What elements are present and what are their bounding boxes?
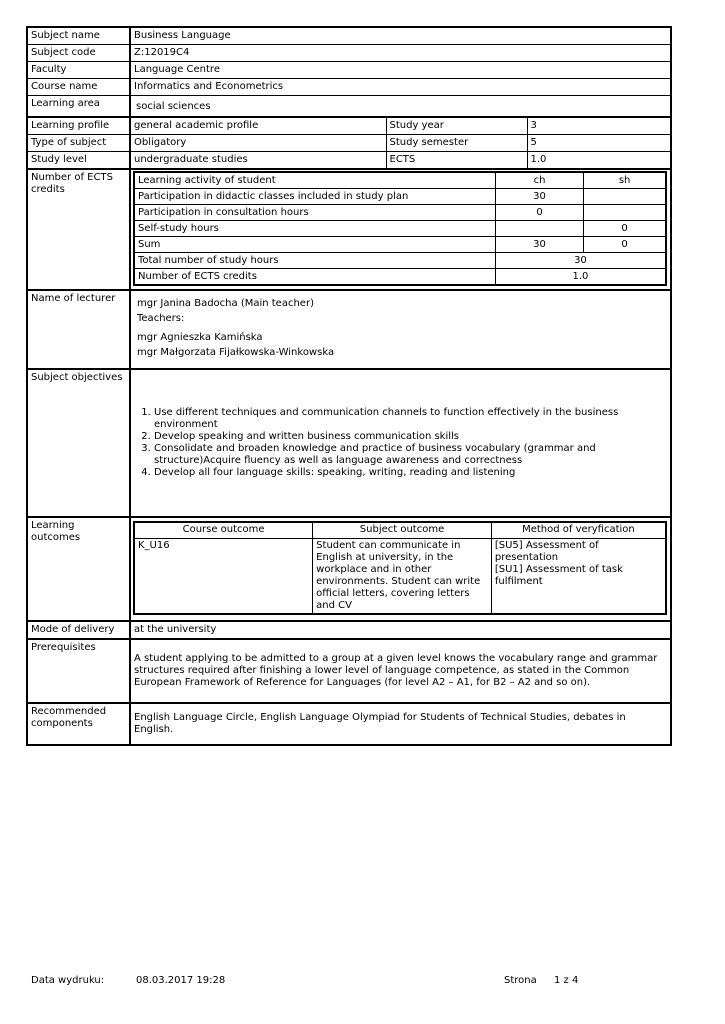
teacher-name: mgr Agnieszka Kamińska xyxy=(137,332,263,343)
outcomes-table xyxy=(133,521,667,615)
label-faculty: Faculty xyxy=(27,62,130,79)
row-subject-name xyxy=(27,27,671,45)
objective-item: 3. Consolidate and broaden knowledge and practice of business vocabulary (grammar and structure)Acquire fluency as well as language awareness and correctness xyxy=(154,443,667,467)
value-study-level: undergraduate studies xyxy=(130,152,386,170)
ects-table xyxy=(133,171,667,286)
value-recommended: English Language Circle, English Language Olympiad for Students of Technical Studies, debates in English. xyxy=(130,703,671,745)
label-study-semester: Study semester xyxy=(386,135,527,152)
page-number: 1 z 4 xyxy=(554,975,579,986)
ects-ch: 0 xyxy=(495,205,583,221)
label-learning-area: Learning area xyxy=(27,96,130,118)
outcomes-row xyxy=(134,539,666,615)
ects-header-row xyxy=(134,172,666,189)
label-learning-profile: Learning profile xyxy=(27,117,130,135)
header-course-outcome: Course outcome xyxy=(134,522,313,539)
label-mode: Mode of delivery xyxy=(27,621,130,639)
label-ects: ECTS xyxy=(386,152,527,170)
value-subject-code: Z:12019C4 xyxy=(130,45,671,62)
value-prerequisites: A student applying to be admitted to a group at a given level knows the vocabulary range and grammar structures required after finishing a lower level of language competence, as stated in the Common European Framework of Reference for Languages (for level A2 – A1, for B2 – A2 and so on). xyxy=(130,639,671,703)
row-learning-area xyxy=(27,96,671,118)
ects-header-ch: ch xyxy=(495,172,583,189)
value-study-semester: 5 xyxy=(527,135,671,152)
page-label: Strona xyxy=(504,975,537,986)
ects-row xyxy=(134,205,666,221)
value-mode: at the university xyxy=(130,621,671,639)
label-study-level: Study level xyxy=(27,152,130,170)
value-subject-name: Business Language xyxy=(130,27,671,45)
ects-ch xyxy=(495,221,583,237)
label-recommended: Recommended components xyxy=(27,703,130,745)
label-lecturer: Name of lecturer xyxy=(27,290,130,369)
value-learning-profile: general academic profile xyxy=(130,117,386,135)
row-course-name xyxy=(27,79,671,96)
main-teacher: mgr Janina Badocha (Main teacher) xyxy=(137,298,314,309)
ects-sh xyxy=(584,189,666,205)
row-ects-credits xyxy=(27,169,671,290)
objective-item: 1. Use different techniques and communication channels to function effectively in the business environment xyxy=(154,407,667,431)
ects-total-label: Total number of study hours xyxy=(134,253,495,269)
row-faculty xyxy=(27,62,671,79)
ects-activity: Participation in didactic classes included in study plan xyxy=(134,189,495,205)
ects-row xyxy=(134,221,666,237)
row-mode xyxy=(27,621,671,639)
objective-item: 2. Develop speaking and written business communication skills xyxy=(154,431,667,443)
ects-credits-value: 1.0 xyxy=(495,269,666,286)
label-type-of-subject: Type of subject xyxy=(27,135,130,152)
ects-sh xyxy=(584,205,666,221)
objective-item: 4. Develop all four language skills: speaking, writing, reading and listening xyxy=(154,467,667,479)
label-outcomes: Learning outcomes xyxy=(27,517,130,621)
value-faculty: Language Centre xyxy=(130,62,671,79)
outcomes-header-row xyxy=(134,522,666,539)
row-lecturer xyxy=(27,290,671,369)
row-type-of-subject xyxy=(27,135,671,152)
ects-header-sh: sh xyxy=(584,172,666,189)
verification-method: [SU1] Assessment of task fulfilment xyxy=(494,564,623,587)
value-type-of-subject: Obligatory xyxy=(130,135,386,152)
ects-activity: Participation in consultation hours xyxy=(134,205,495,221)
print-date: 08.03.2017 19:28 xyxy=(136,975,226,986)
value-ects: 1.0 xyxy=(527,152,671,170)
ects-credits-row xyxy=(134,269,666,286)
label-subject-code: Subject code xyxy=(27,45,130,62)
row-subject-code xyxy=(27,45,671,62)
teacher-name: mgr Małgorzata Fijałkowska-Winkowska xyxy=(137,347,335,358)
syllabus-table xyxy=(26,26,672,746)
header-method: Method of veryfication xyxy=(491,522,666,539)
ects-credits-label: Number of ECTS credits xyxy=(134,269,495,286)
ects-sh: 0 xyxy=(584,237,666,253)
ects-total-value: 30 xyxy=(495,253,666,269)
label-course-name: Course name xyxy=(27,79,130,96)
ects-activity: Sum xyxy=(134,237,495,253)
row-study-level xyxy=(27,152,671,170)
label-study-year: Study year xyxy=(386,117,527,135)
value-study-year: 3 xyxy=(527,117,671,135)
label-subject-name: Subject name xyxy=(27,27,130,45)
ects-ch: 30 xyxy=(495,189,583,205)
teachers-label: Teachers: xyxy=(137,313,185,324)
ects-sh: 0 xyxy=(584,221,666,237)
objectives-list xyxy=(134,407,667,479)
ects-row xyxy=(134,189,666,205)
ects-ch: 30 xyxy=(495,237,583,253)
row-objectives xyxy=(27,369,671,517)
ects-activity: Self-study hours xyxy=(134,221,495,237)
value-course-name: Informatics and Econometrics xyxy=(130,79,671,96)
row-prerequisites xyxy=(27,639,671,703)
label-prerequisites: Prerequisites xyxy=(27,639,130,703)
verification-method: [SU5] Assessment of presentation xyxy=(494,540,599,563)
row-recommended xyxy=(27,703,671,745)
subject-outcome: Student can communicate in English at university, in the workplace and in other environments. Student can write official letters, covering letters and CV xyxy=(313,539,492,615)
header-subject-outcome: Subject outcome xyxy=(313,522,492,539)
print-date-label: Data wydruku: xyxy=(31,975,105,986)
row-learning-profile xyxy=(27,117,671,135)
row-outcomes xyxy=(27,517,671,621)
label-objectives: Subject objectives xyxy=(27,369,130,517)
ects-header-activity: Learning activity of student xyxy=(134,172,495,189)
value-learning-area: social sciences xyxy=(130,96,671,118)
ects-total-row xyxy=(134,253,666,269)
course-outcome: K_U16 xyxy=(134,539,313,615)
label-ects-credits: Number of ECTS credits xyxy=(27,169,130,290)
ects-row xyxy=(134,237,666,253)
